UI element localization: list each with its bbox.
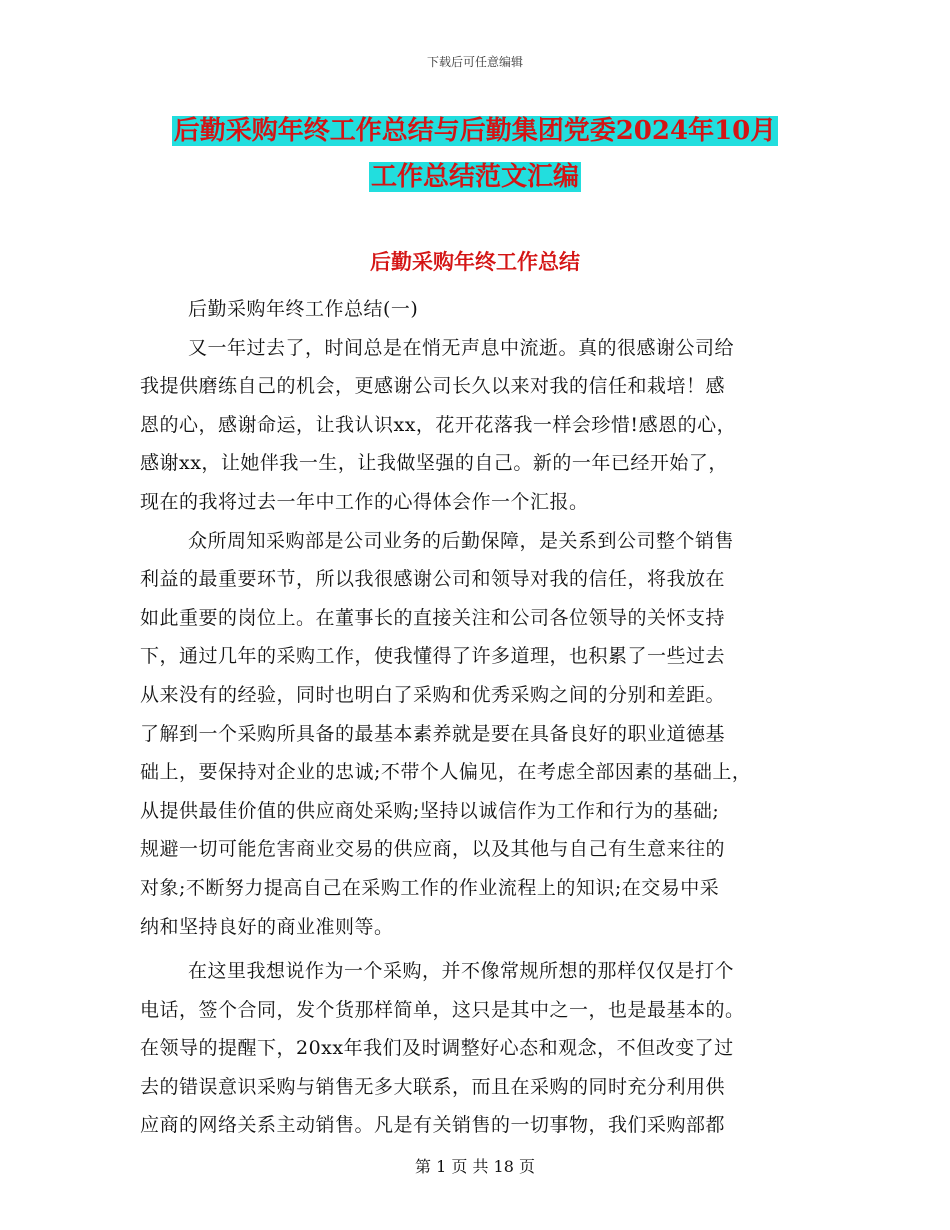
paragraph-3 [140,952,820,1145]
paragraph-line: 了解到一个采购所具备的最基本素养就是要在具备良好的职业道德基 [140,722,726,745]
document-body [140,290,820,1145]
subsection-heading: 后勤采购年终工作总结(一) [188,298,419,320]
paragraph-line: 应商的网络关系主动销售。凡是有关销售的一切事物，我们采购部都 [140,1114,726,1137]
paragraph-line: 我提供磨练自己的机会，更感谢公司长久以来对我的信任和栽培！感 [140,375,726,398]
paragraph-line: 如此重要的岗位上。在董事长的直接关注和公司各位领导的关怀支持 [140,606,726,629]
paragraph-line: 利益的最重要环节，所以我很感谢公司和领导对我的信任，将我放在 [140,568,726,591]
paragraph-line: 从来没有的经验，同时也明白了采购和优秀采购之间的分别和差距。 [140,683,726,706]
paragraph-line: 从提供最佳价值的供应商处采购;坚持以诚信作为工作和行为的基础; [140,799,720,822]
paragraph-line: 又一年过去了，时间总是在悄无声息中流逝。真的很感谢公司给 [188,336,735,359]
paragraph-line: 下，通过几年的采购工作，使我懂得了许多道理，也积累了一些过去 [140,645,726,668]
paragraph-line: 规避一切可能危害商业交易的供应商，以及其他与自己有生意来往的 [140,838,726,861]
paragraph-line: 在这里我想说作为一个采购，并不像常规所想的那样仅仅是打个 [188,960,735,983]
paragraph-2 [140,522,820,947]
paragraph-line: 础上，要保持对企业的忠诚;不带个人偏见，在考虑全部因素的基础上， [140,761,752,784]
title-line-2: 工作总结范文汇编 [370,162,579,192]
paragraph-line: 去的错误意识采购与销售无多大联系，而且在采购的同时充分利用供 [140,1075,726,1098]
paragraph-line: 感谢xx，让她伴我一生，让我做坚强的自己。新的一年已经开始了， [140,452,728,475]
document-title [0,108,950,200]
paragraph-line: 对象;不断努力提高自己在采购工作的作业流程上的知识;在交易中采 [140,876,720,899]
paragraph-line: 恩的心，感谢命运，让我认识xx，花开花落我一样会珍惜!感恩的心， [140,413,737,436]
paragraph-line: 电话，签个合同，发个货那样简单，这只是其中之一，也是最基本的。 [140,998,745,1021]
paragraph-line: 在领导的提醒下，20xx年我们及时调整好心态和观念，不但改变了过 [140,1037,734,1060]
paragraph-line: 众所周知采购部是公司业务的后勤保障，是关系到公司整个销售 [188,529,735,552]
paragraph-1 [140,329,820,522]
paragraph-line: 现在的我将过去一年中工作的心得体会作一个汇报。 [140,490,589,513]
header-note: 下载后可任意编辑 [426,55,523,69]
paragraph-line: 纳和坚持良好的商业准则等。 [140,915,394,938]
title-line-1: 后勤采购年终工作总结与后勤集团党委2024年10月 [173,116,777,146]
page-footer: 第 1 页 共 18 页 [415,1157,535,1176]
section-title: 后勤采购年终工作总结 [370,249,580,274]
